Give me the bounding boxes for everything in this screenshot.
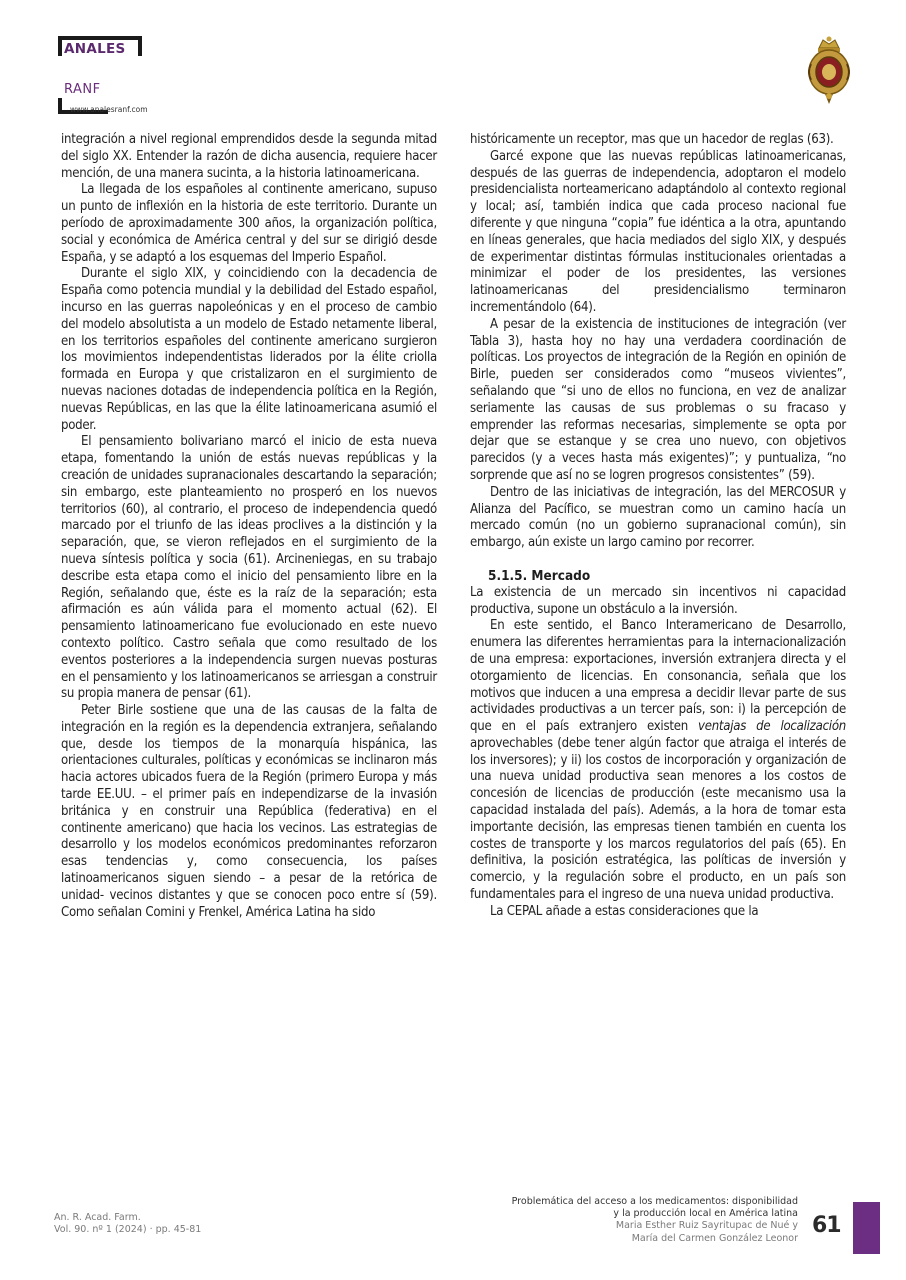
running-title (418, 1196, 798, 1245)
paragraph: Dentro de las iniciativas de integración, las del MERCOSUR y Alianza del Pacífico, se muestran como un camino hacía un mercado común (no un gobierno supranacional común), sin embargo, aún existe un largo camino por recorrer. (470, 484, 846, 551)
logo-ranf-text: RANF (64, 82, 101, 97)
article-title-line: y la producción local en América latina (613, 1208, 798, 1220)
left-text-column (61, 132, 437, 921)
paragraph: La CEPAL añade a estas consideraciones que la (490, 903, 759, 919)
page-tab-marker (853, 1202, 880, 1254)
article-title-line: Problemática del acceso a los medicamentos: disponibilidad (511, 1196, 798, 1207)
logo-url: www.analesranf.com (70, 105, 148, 114)
logo-anales-text: ANALES (64, 41, 126, 57)
paragraph: Garcé expone que las nuevas repúblicas latinoamericanas, después de las guerras de independencia, adoptaron el modelo presidencialista norteamericano adaptándolo al contexto regional y local; así, también indica que cada proceso nacional fue diferente y que ninguna “copia” fue idéntica a la otra, apuntando en líneas generales, que hacia mediados del siglo XIX, y después de experimentar distintas fórmulas institucionales orientadas a minimizar el poder de los presidentes, las versiones latinoamericanas del presidencialismo terminaron incrementándolo (64). (470, 148, 846, 315)
paragraph-text: aprovechables (debe tener algún factor que atraiga el interés de los inversores); y ii) los costos de incorporación y organización de una nueva unidad productiva sean menores a los costos de concesión de licencias de producción (este mecanismo usa la capacidad instalada del país). Además, a la hora de tomar esta importante decisión, las empresas tienen también en cuenta los costes de transporte y los marcos regulatorios del país (65). En definitiva, la posición estratégica, las políticas de inversión y comercio, y la regulación sobre el producto, en un país son fundamentales para el ingreso de una nueva unidad productiva. (470, 735, 846, 903)
journal-logo (56, 34, 186, 118)
paragraph: El pensamiento bolivariano marcó el inicio de esta nueva etapa, fomentando la unión de estás nuevas repúblicas y la creación de unidades supranacionales descartando la separación; sin embargo, este planteamiento no prosperó en los nuevos territorios (60), al contrario, el proceso de independencia quedó marcado por el triunfo de las ideas proclives a la distinción y la separación, que, se vieron reflejados en el surgimiento de la nueva síntesis política y socia (61). Arcineniegas, en su trabajo describe esta etapa como el inicio del pensamiento libre en la Región, señalando que, éste es la raíz de la separación; esta afirmación es aún válida para el momento actual (62). El pensamiento latinoamericano fue evolucionado en este nuevo contexto político. Castro señala que como resultado de los eventos posteriores a la independencia surgen nuevas posturas en el pensamiento y los latinoamericanos se arriesgan a construir su propia manera de pensar (61). (61, 434, 437, 702)
paragraph: La llegada de los españoles al continente americano, supuso un punto de inflexión en la historia de este territorio. Durante un período de aproximadamente 300 años, la organización política, social y económica de América central y del sur se dirigió desde España, y se adaptó a los esquemas del Imperio Español. (61, 182, 437, 265)
paragraph (470, 618, 846, 904)
paragraph: integración a nivel regional emprendidos desde la segunda mitad del siglo XX. Entender la razón de dicha ausencia, requiere hacer mención, de una manera sucinta, a la historia latinoamericana. (61, 132, 437, 181)
right-text-column (470, 132, 846, 921)
paragraph-text: En este sentido, el Banco Interamericano de Desarrollo, enumera las diferentes herramientas para la internacionalización de una empresa: exportaciones, inversión extranjera directa y el otorgamiento de licencias. En consonancia, señala que los motivos que inducen a una empresa a decidir llevar parte de sus actividades productivas a un tercer país, son: i) la percepción de que en el país extranjero existen (470, 618, 846, 735)
paragraph: La existencia de un mercado sin incentivos ni capacidad productiva, supone un obstáculo a la inversión. (470, 584, 846, 617)
journal-citation (54, 1212, 201, 1236)
section-heading: 5.1.5. Mercado (488, 567, 591, 584)
page-number: 61 (812, 1213, 841, 1238)
academy-crest-icon (805, 34, 853, 106)
paragraph: históricamente un receptor, mas que un hacedor de reglas (63). (470, 132, 834, 147)
paragraph: A pesar de la existencia de instituciones de integración (ver Tabla 3), hasta hoy no hay una verdadera coordinación de políticas. Los proyectos de integración de la Región en opinión de Birle, pueden ser considerados como “museos vivientes”, señalando que “si uno de ellos no funciona, en vez de analizar seriamente las causas de sus problemas o su fracaso y emprender las reformas necesarias, simplemente se opta por dejar que se estanque y se crea uno nuevo, con objetivos parecidos (y a veces hasta más exigentes)”; y puntualiza, “no sorprende que así no se logren progresos consistentes” (59). (470, 316, 846, 483)
authors-line: Maria Esther Ruiz Sayritupac de Nué y (615, 1220, 798, 1232)
paragraph: Durante el siglo XIX, y coincidiendo con la decadencia de España como potencia mundial y la debilidad del Estado español, incurso en las guerras napoleónicas y en el proceso de cambio del modelo absolutista a un modelo de Estado netamente liberal, en los territorios españoles del continente americano surgieron los movimientos independentistas liderados por la élite criolla formada en Europa y que cristalizaron en el surgimiento de nuevas naciones dotadas de independencia política en la Región, nuevas Repúblicas, en las que la élite latinoamericana asumió el poder. (61, 266, 437, 433)
journal-name: An. R. Acad. Farm. (54, 1212, 141, 1223)
emphasized-term: ventajas de localización (697, 719, 847, 735)
paragraph: Peter Birle sostiene que una de las causas de la falta de integración en la región es la dependencia extranjera, señalando que, desde los tiempos de la monarquía hispánica, las orientaciones culturales, políticas y económicas se inclinaron más hacia actores ubicados fuera de la Región (primero Europa y más tarde EE.UU. – el primer país en independizarse de la invasión británica y en construir una República (federativa) en el continente americano) que hacia los vecinos. Las estrategias de desarrollo y los modelos económicos predominantes reforzaron esas tendencias y, como consecuencia, los países latinoamericanos siguen siendo – a pesar de la retórica de unidad- vecinos distantes y que se conocen poco entre sí (59). Como señalan Comini y Frenkel, América Latina ha sido (61, 703, 437, 920)
authors-line: María del Carmen González Leonor (631, 1232, 798, 1244)
journal-volume: Vol. 90. nº 1 (2024) · pp. 45-81 (54, 1224, 202, 1235)
